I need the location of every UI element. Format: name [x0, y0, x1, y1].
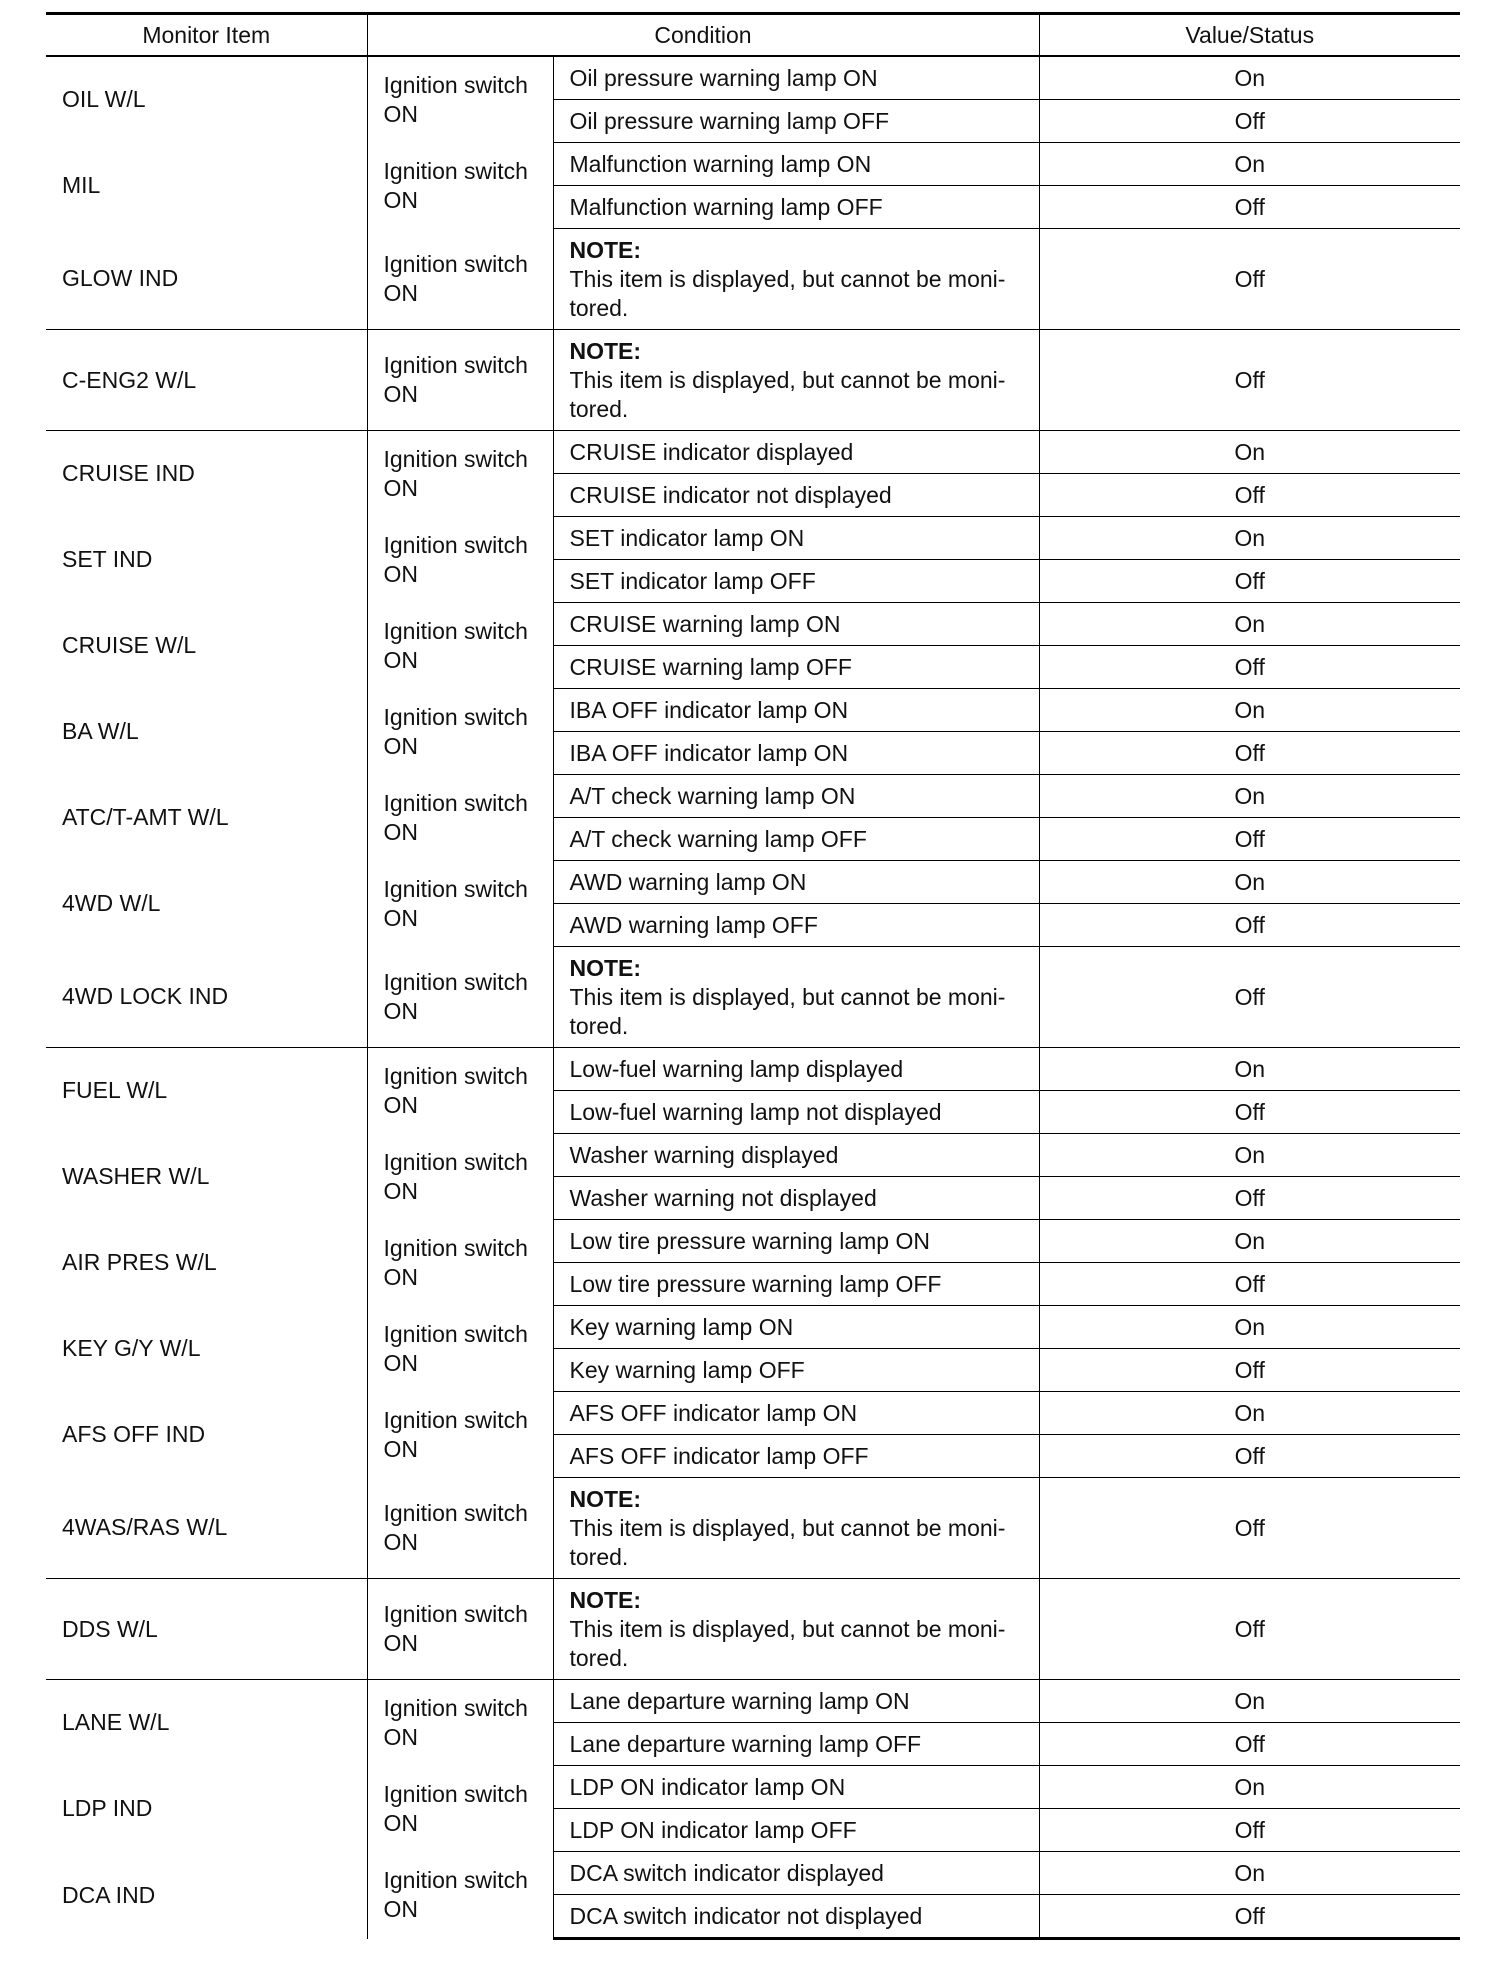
header-value-status: Value/Status: [1039, 14, 1460, 57]
condition-text: AWD warning lamp ON: [553, 861, 1039, 904]
table-row: [46, 1048, 1460, 1091]
switch-state: ON: [383, 1263, 418, 1290]
condition-text: AFS OFF indicator lamp ON: [553, 1392, 1039, 1435]
switch-label: Ignition switch: [383, 1320, 528, 1347]
condition-note: [553, 1579, 1039, 1680]
switch-label: Ignition switch: [383, 1062, 528, 1089]
value-status: Off: [1039, 1091, 1460, 1134]
switch-label: Ignition switch: [383, 1867, 528, 1893]
switch-state: ON: [383, 1435, 418, 1462]
value-status: On: [1039, 431, 1460, 474]
condition-note: [553, 1478, 1039, 1579]
condition-switch: [367, 1680, 553, 1766]
value-status: Off: [1039, 100, 1460, 143]
condition-switch: [367, 1579, 553, 1680]
table-row: [46, 775, 1460, 818]
condition-switch: [367, 229, 553, 330]
table-row: [46, 1220, 1460, 1263]
condition-text: LDP ON indicator lamp ON: [553, 1766, 1039, 1809]
value-status: On: [1039, 56, 1460, 100]
monitor-item: GLOW IND: [46, 229, 367, 330]
value-status: Off: [1039, 229, 1460, 330]
switch-state: ON: [383, 381, 418, 407]
table-row: [46, 1306, 1460, 1349]
condition-text: Malfunction warning lamp ON: [553, 143, 1039, 186]
monitor-item: DCA IND: [46, 1852, 367, 1939]
note-text: This item is displayed, but cannot be moni-tored.: [569, 366, 1006, 422]
condition-switch: [367, 603, 553, 689]
monitor-item: ATC/T-AMT W/L: [46, 775, 367, 861]
switch-state: ON: [383, 904, 418, 931]
value-status: On: [1039, 1306, 1460, 1349]
monitor-item: SET IND: [46, 517, 367, 603]
condition-switch: [367, 1134, 553, 1220]
condition-text: Lane departure warning lamp OFF: [553, 1723, 1039, 1766]
table-row: [46, 56, 1460, 100]
table-row: [46, 517, 1460, 560]
value-status: On: [1039, 861, 1460, 904]
switch-state: ON: [383, 560, 418, 587]
header-monitor-item: Monitor Item: [46, 14, 367, 57]
monitor-item: OIL W/L: [46, 56, 367, 143]
note-text: This item is displayed, but cannot be moni-tored.: [569, 1615, 1006, 1671]
monitor-item: BA W/L: [46, 689, 367, 775]
value-status: Off: [1039, 646, 1460, 689]
table-body: [46, 56, 1460, 1939]
condition-text: A/T check warning lamp OFF: [553, 818, 1039, 861]
value-status: Off: [1039, 904, 1460, 947]
monitor-item: C-ENG2 W/L: [46, 330, 367, 431]
table-row: [46, 229, 1460, 330]
table-row: [46, 1852, 1460, 1895]
condition-text: Low tire pressure warning lamp ON: [553, 1220, 1039, 1263]
condition-text: Low-fuel warning lamp not displayed: [553, 1091, 1039, 1134]
value-status: Off: [1039, 947, 1460, 1048]
condition-text: Washer warning displayed: [553, 1134, 1039, 1177]
table-row: [46, 431, 1460, 474]
condition-note: [553, 947, 1039, 1048]
condition-switch: [367, 689, 553, 775]
condition-text: CRUISE indicator not displayed: [553, 474, 1039, 517]
condition-text: Washer warning not displayed: [553, 1177, 1039, 1220]
condition-switch: [367, 1478, 553, 1579]
condition-switch: [367, 143, 553, 229]
monitor-item: AIR PRES W/L: [46, 1220, 367, 1306]
monitor-item: LDP IND: [46, 1766, 367, 1852]
condition-text: Low-fuel warning lamp displayed: [553, 1048, 1039, 1091]
switch-label: Ignition switch: [383, 617, 528, 644]
table-row: [46, 1478, 1460, 1579]
condition-text: CRUISE warning lamp OFF: [553, 646, 1039, 689]
switch-state: ON: [383, 1809, 418, 1836]
value-status: On: [1039, 1048, 1460, 1091]
monitor-item: 4WD W/L: [46, 861, 367, 947]
condition-text: Oil pressure warning lamp OFF: [553, 100, 1039, 143]
table-row: [46, 330, 1460, 431]
monitor-item: FUEL W/L: [46, 1048, 367, 1134]
condition-switch: [367, 1392, 553, 1478]
value-status: On: [1039, 1766, 1460, 1809]
condition-switch: [367, 947, 553, 1048]
condition-switch: [367, 330, 553, 431]
condition-switch: [367, 1220, 553, 1306]
switch-label: Ignition switch: [383, 1234, 528, 1261]
switch-label: Ignition switch: [383, 1601, 528, 1627]
value-status: On: [1039, 143, 1460, 186]
condition-text: DCA switch indicator displayed: [553, 1852, 1039, 1895]
value-status: On: [1039, 1134, 1460, 1177]
note-text: This item is displayed, but cannot be moni-tored.: [569, 983, 1006, 1039]
condition-text: Key warning lamp ON: [553, 1306, 1039, 1349]
switch-label: Ignition switch: [383, 445, 528, 472]
condition-text: Oil pressure warning lamp ON: [553, 56, 1039, 100]
condition-note: [553, 229, 1039, 330]
switch-state: ON: [383, 474, 418, 501]
note-title: NOTE:: [569, 337, 642, 364]
switch-state: ON: [383, 279, 418, 306]
value-status: On: [1039, 689, 1460, 732]
table-row: [46, 1134, 1460, 1177]
value-status: Off: [1039, 1478, 1460, 1579]
condition-switch: [367, 1306, 553, 1392]
condition-text: CRUISE warning lamp ON: [553, 603, 1039, 646]
value-status: Off: [1039, 330, 1460, 431]
value-status: On: [1039, 775, 1460, 818]
switch-state: ON: [383, 1630, 418, 1656]
monitor-item: CRUISE IND: [46, 431, 367, 517]
value-status: On: [1039, 1220, 1460, 1263]
note-title: NOTE:: [569, 236, 642, 263]
condition-note: [553, 330, 1039, 431]
switch-state: ON: [383, 1177, 418, 1204]
switch-label: Ignition switch: [383, 250, 528, 277]
condition-switch: [367, 1766, 553, 1852]
condition-text: IBA OFF indicator lamp ON: [553, 732, 1039, 775]
switch-state: ON: [383, 732, 418, 759]
switch-state: ON: [383, 818, 418, 845]
monitor-item: CRUISE W/L: [46, 603, 367, 689]
switch-state: ON: [383, 1723, 418, 1750]
table-row: [46, 1392, 1460, 1435]
condition-text: DCA switch indicator not displayed: [553, 1895, 1039, 1939]
value-status: On: [1039, 1852, 1460, 1895]
condition-text: Low tire pressure warning lamp OFF: [553, 1263, 1039, 1306]
switch-label: Ignition switch: [383, 157, 528, 184]
condition-text: Malfunction warning lamp OFF: [553, 186, 1039, 229]
condition-switch: [367, 1048, 553, 1134]
note-title: NOTE:: [569, 1586, 642, 1613]
switch-label: Ignition switch: [383, 1694, 528, 1721]
switch-label: Ignition switch: [383, 1148, 528, 1175]
value-status: On: [1039, 1680, 1460, 1723]
value-status: Off: [1039, 474, 1460, 517]
monitor-item: KEY G/Y W/L: [46, 1306, 367, 1392]
table-row: [46, 603, 1460, 646]
table-row: [46, 1579, 1460, 1680]
note-text: This item is displayed, but cannot be moni-tored.: [569, 265, 1006, 321]
condition-switch: [367, 56, 553, 143]
condition-text: CRUISE indicator displayed: [553, 431, 1039, 474]
condition-text: AFS OFF indicator lamp OFF: [553, 1435, 1039, 1478]
switch-state: ON: [383, 646, 418, 673]
table-row: [46, 947, 1460, 1048]
condition-text: LDP ON indicator lamp OFF: [553, 1809, 1039, 1852]
condition-text: IBA OFF indicator lamp ON: [553, 689, 1039, 732]
switch-label: Ignition switch: [383, 1406, 528, 1433]
condition-text: A/T check warning lamp ON: [553, 775, 1039, 818]
monitor-item: LANE W/L: [46, 1680, 367, 1766]
table-row: [46, 861, 1460, 904]
value-status: Off: [1039, 1895, 1460, 1939]
condition-switch: [367, 861, 553, 947]
value-status: Off: [1039, 1263, 1460, 1306]
value-status: On: [1039, 517, 1460, 560]
table-row: [46, 689, 1460, 732]
value-status: Off: [1039, 1809, 1460, 1852]
condition-switch: [367, 431, 553, 517]
switch-state: ON: [383, 1349, 418, 1376]
table-row: [46, 143, 1460, 186]
switch-label: Ignition switch: [383, 789, 528, 816]
monitor-item: DDS W/L: [46, 1579, 367, 1680]
value-status: Off: [1039, 818, 1460, 861]
condition-text: SET indicator lamp OFF: [553, 560, 1039, 603]
switch-state: ON: [383, 1896, 418, 1922]
value-status: Off: [1039, 1349, 1460, 1392]
switch-state: ON: [383, 1528, 418, 1555]
note-text: This item is displayed, but cannot be moni-tored.: [569, 1514, 1006, 1570]
monitor-table: [46, 12, 1460, 1940]
condition-switch: [367, 517, 553, 603]
note-title: NOTE:: [569, 1485, 642, 1512]
value-status: Off: [1039, 1435, 1460, 1478]
switch-state: ON: [383, 100, 418, 127]
condition-text: Key warning lamp OFF: [553, 1349, 1039, 1392]
table-row: [46, 1766, 1460, 1809]
switch-state: ON: [383, 186, 418, 213]
header-condition: Condition: [367, 14, 1039, 57]
switch-label: Ignition switch: [383, 352, 528, 378]
value-status: Off: [1039, 1723, 1460, 1766]
value-status: Off: [1039, 732, 1460, 775]
monitor-item: AFS OFF IND: [46, 1392, 367, 1478]
value-status: Off: [1039, 560, 1460, 603]
switch-label: Ignition switch: [383, 1780, 528, 1807]
switch-label: Ignition switch: [383, 531, 528, 558]
note-title: NOTE:: [569, 954, 642, 981]
switch-state: ON: [383, 1091, 418, 1118]
value-status: Off: [1039, 1177, 1460, 1220]
condition-text: AWD warning lamp OFF: [553, 904, 1039, 947]
monitor-item: MIL: [46, 143, 367, 229]
switch-state: ON: [383, 997, 418, 1024]
condition-text: Lane departure warning lamp ON: [553, 1680, 1039, 1723]
switch-label: Ignition switch: [383, 1499, 528, 1526]
monitor-item: WASHER W/L: [46, 1134, 367, 1220]
condition-switch: [367, 1852, 553, 1939]
switch-label: Ignition switch: [383, 71, 528, 98]
condition-switch: [367, 775, 553, 861]
table-row: [46, 1680, 1460, 1723]
value-status: Off: [1039, 1579, 1460, 1680]
monitor-item: 4WD LOCK IND: [46, 947, 367, 1048]
value-status: On: [1039, 1392, 1460, 1435]
value-status: Off: [1039, 186, 1460, 229]
switch-label: Ignition switch: [383, 703, 528, 730]
monitor-item: 4WAS/RAS W/L: [46, 1478, 367, 1579]
switch-label: Ignition switch: [383, 968, 528, 995]
value-status: On: [1039, 603, 1460, 646]
switch-label: Ignition switch: [383, 875, 528, 902]
table-header-row: [46, 14, 1460, 57]
condition-text: SET indicator lamp ON: [553, 517, 1039, 560]
